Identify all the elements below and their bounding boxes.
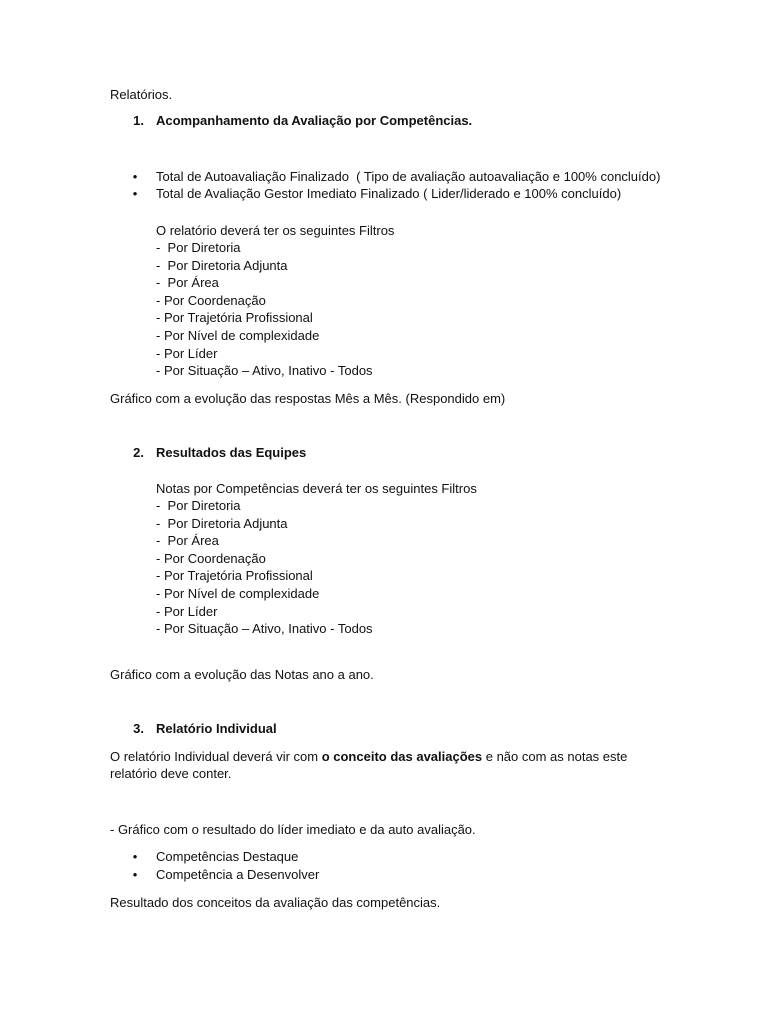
section1-number: 1.: [133, 113, 144, 128]
paragraph-text: e não com as notas este: [482, 749, 628, 764]
section1-filters-intro: O relatório deverá ter os seguintes Filtros: [156, 223, 395, 238]
section3-number: 3.: [133, 721, 144, 736]
section1-title: Acompanhamento da Avaliação por Competências.: [156, 113, 473, 128]
section2-title: Resultados das Equipes: [156, 445, 307, 460]
filter-item: - Por Líder: [156, 603, 218, 619]
filter-item: - Por Situação – Ativo, Inativo - Todos: [156, 621, 373, 637]
paragraph-text: O relatório Individual deverá vir com: [110, 749, 322, 764]
filter-item: - Por Coordenação: [156, 292, 266, 308]
section3-bullet-2: Competência a Desenvolver: [156, 867, 320, 882]
filter-item: - Por Área: [156, 275, 219, 291]
filter-item: - Por Nível de complexidade: [156, 327, 320, 343]
bullet-dot-icon: •: [132, 186, 138, 201]
filter-item: - Por Área: [156, 533, 219, 549]
section3-paragraph-line2: relatório deve conter.: [110, 766, 232, 781]
section2-filters-intro: Notas por Competências deverá ter os seguintes Filtros: [156, 481, 477, 496]
section3-title: Relatório Individual: [156, 721, 277, 736]
bullet-dot-icon: •: [132, 867, 138, 882]
filter-item: - Por Trajetória Profissional: [156, 310, 313, 326]
paragraph-bold-text: o conceito das avaliações: [321, 749, 483, 764]
filter-item: - Por Líder: [156, 345, 218, 361]
filter-item: - Por Situação – Ativo, Inativo - Todos: [156, 363, 373, 379]
section3-chart-note: - Gráfico com o resultado do líder imediato e da auto avaliação.: [110, 822, 476, 837]
section3-closing: Resultado dos conceitos da avaliação das competências.: [110, 895, 441, 910]
filter-item: - Por Diretoria: [156, 240, 241, 255]
section2-filter-list: [156, 497, 373, 638]
filter-item: - Por Diretoria Adjunta: [156, 257, 288, 273]
filter-item: - Por Diretoria Adjunta: [156, 515, 288, 531]
section3-paragraph: [110, 748, 627, 766]
section2-number: 2.: [133, 445, 144, 460]
filter-item: - Por Trajetória Profissional: [156, 568, 313, 584]
filter-item: - Por Diretoria: [156, 498, 241, 513]
section1-chart-note: Gráfico com a evolução das respostas Mês a Mês. (Respondido em): [110, 391, 506, 406]
section1-bullet-1: Total de Autoavaliação Finalizado ( Tipo de avaliação autoavaliação e 100% concluído): [156, 169, 661, 184]
section3-bullet-1: Competências Destaque: [156, 849, 299, 864]
document-heading: Relatórios.: [110, 87, 173, 102]
bullet-dot-icon: •: [132, 849, 138, 864]
section1-filter-list: [156, 239, 373, 380]
section2-chart-note: Gráfico com a evolução das Notas ano a ano.: [110, 667, 374, 682]
filter-item: - Por Coordenação: [156, 550, 266, 566]
section1-bullet-2: Total de Avaliação Gestor Imediato Finalizado ( Lider/liderado e 100% concluído): [156, 186, 622, 201]
filter-item: - Por Nível de complexidade: [156, 585, 320, 601]
bullet-dot-icon: •: [132, 169, 138, 184]
